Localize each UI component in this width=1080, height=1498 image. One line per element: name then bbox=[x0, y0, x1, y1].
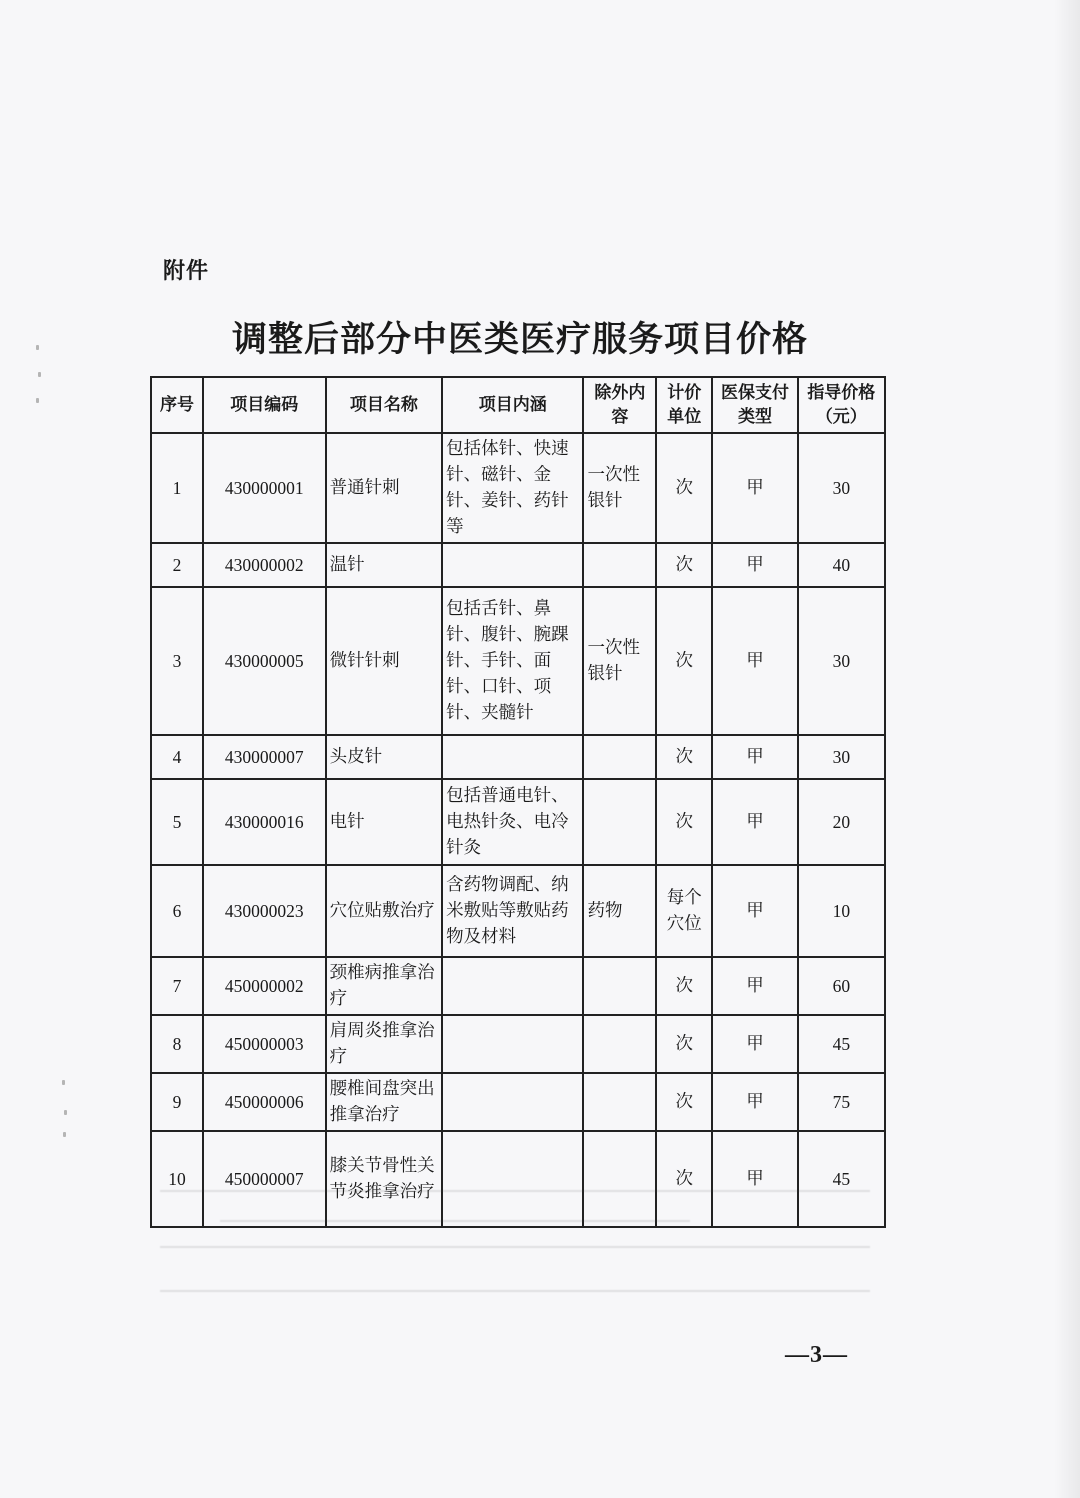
scan-speck bbox=[36, 345, 39, 350]
table-row bbox=[151, 1015, 885, 1073]
cell-pay-type: 甲 bbox=[712, 433, 797, 543]
table-header-row bbox=[151, 377, 885, 433]
cell-no: 5 bbox=[151, 779, 203, 865]
cell-pay-type: 甲 bbox=[712, 587, 797, 735]
cell-unit: 次 bbox=[656, 1073, 712, 1131]
table-row bbox=[151, 1073, 885, 1131]
bleed-line bbox=[160, 1190, 870, 1192]
attachment-label: 附件 bbox=[163, 259, 210, 284]
cell-name: 肩周炎推拿治疗 bbox=[326, 1015, 442, 1073]
price-table bbox=[150, 376, 886, 1228]
cell-unit: 次 bbox=[656, 957, 712, 1015]
bleed-line bbox=[220, 1220, 690, 1222]
header-name: 项目名称 bbox=[326, 377, 442, 433]
page-number: —3— bbox=[785, 1342, 848, 1368]
cell-content bbox=[442, 1015, 583, 1073]
cell-pay-type: 甲 bbox=[712, 1073, 797, 1131]
cell-name: 电针 bbox=[326, 779, 442, 865]
cell-no: 7 bbox=[151, 957, 203, 1015]
cell-no: 3 bbox=[151, 587, 203, 735]
cell-code: 430000005 bbox=[203, 587, 326, 735]
bleed-line bbox=[160, 1246, 870, 1248]
cell-price: 60 bbox=[798, 957, 885, 1015]
header-code: 项目编码 bbox=[203, 377, 326, 433]
cell-no: 10 bbox=[151, 1131, 203, 1227]
cell-no: 4 bbox=[151, 735, 203, 779]
cell-exclusion: 一次性银针 bbox=[583, 433, 656, 543]
cell-content bbox=[442, 957, 583, 1015]
cell-name: 腰椎间盘突出推拿治疗 bbox=[326, 1073, 442, 1131]
cell-exclusion bbox=[583, 1015, 656, 1073]
cell-code: 450000006 bbox=[203, 1073, 326, 1131]
cell-content: 包括体针、快速针、磁针、金针、姜针、药针等 bbox=[442, 433, 583, 543]
table-row bbox=[151, 587, 885, 735]
cell-unit: 次 bbox=[656, 1015, 712, 1073]
cell-price: 30 bbox=[798, 587, 885, 735]
scan-speck bbox=[62, 1080, 65, 1085]
cell-name: 穴位贴敷治疗 bbox=[326, 865, 442, 957]
cell-pay-type: 甲 bbox=[712, 735, 797, 779]
cell-name: 微针针刺 bbox=[326, 587, 442, 735]
cell-pay-type: 甲 bbox=[712, 957, 797, 1015]
bleed-through-marks bbox=[160, 1178, 870, 1298]
cell-code: 450000002 bbox=[203, 957, 326, 1015]
table-row bbox=[151, 433, 885, 543]
cell-unit: 次 bbox=[656, 779, 712, 865]
cell-price: 10 bbox=[798, 865, 885, 957]
cell-unit: 每个穴位 bbox=[656, 865, 712, 957]
cell-price: 40 bbox=[798, 543, 885, 587]
scan-speck bbox=[64, 1110, 67, 1115]
cell-pay-type: 甲 bbox=[712, 865, 797, 957]
header-no: 序号 bbox=[151, 377, 203, 433]
document-title: 调整后部分中医类医疗服务项目价格 bbox=[231, 319, 808, 360]
cell-name: 头皮针 bbox=[326, 735, 442, 779]
table-row bbox=[151, 735, 885, 779]
cell-code: 450000003 bbox=[203, 1015, 326, 1073]
cell-price: 45 bbox=[798, 1015, 885, 1073]
header-pay-type: 医保支付类型 bbox=[712, 377, 797, 433]
cell-content bbox=[442, 735, 583, 779]
cell-no: 8 bbox=[151, 1015, 203, 1073]
bleed-line bbox=[160, 1290, 870, 1292]
cell-pay-type: 甲 bbox=[712, 779, 797, 865]
cell-no: 6 bbox=[151, 865, 203, 957]
cell-content: 含药物调配、纳米敷贴等敷贴药物及材料 bbox=[442, 865, 583, 957]
cell-price: 75 bbox=[798, 1073, 885, 1131]
table-row bbox=[151, 543, 885, 587]
cell-code: 430000016 bbox=[203, 779, 326, 865]
cell-price: 45 bbox=[798, 1131, 885, 1227]
cell-content bbox=[442, 543, 583, 587]
cell-pay-type: 甲 bbox=[712, 543, 797, 587]
cell-no: 1 bbox=[151, 433, 203, 543]
cell-exclusion bbox=[583, 543, 656, 587]
header-price: 指导价格（元） bbox=[798, 377, 885, 433]
cell-name: 温针 bbox=[326, 543, 442, 587]
header-exclusion: 除外内容 bbox=[583, 377, 656, 433]
cell-exclusion: 药物 bbox=[583, 865, 656, 957]
cell-exclusion bbox=[583, 957, 656, 1015]
cell-code: 430000023 bbox=[203, 865, 326, 957]
cell-name: 颈椎病推拿治疗 bbox=[326, 957, 442, 1015]
scan-speck bbox=[63, 1132, 66, 1137]
cell-content: 包括普通电针、电热针灸、电冷针灸 bbox=[442, 779, 583, 865]
cell-code: 430000007 bbox=[203, 735, 326, 779]
cell-exclusion bbox=[583, 1073, 656, 1131]
cell-pay-type: 甲 bbox=[712, 1131, 797, 1227]
cell-code: 450000007 bbox=[203, 1131, 326, 1227]
cell-no: 2 bbox=[151, 543, 203, 587]
cell-exclusion bbox=[583, 779, 656, 865]
header-content: 项目内涵 bbox=[442, 377, 583, 433]
cell-unit: 次 bbox=[656, 1131, 712, 1227]
cell-exclusion bbox=[583, 735, 656, 779]
scan-speck bbox=[38, 372, 41, 377]
cell-price: 30 bbox=[798, 735, 885, 779]
table-row bbox=[151, 957, 885, 1015]
cell-unit: 次 bbox=[656, 543, 712, 587]
scan-edge-shadow bbox=[1054, 0, 1080, 1498]
cell-price: 20 bbox=[798, 779, 885, 865]
table-row bbox=[151, 865, 885, 957]
cell-unit: 次 bbox=[656, 735, 712, 779]
cell-name: 膝关节骨性关节炎推拿治疗 bbox=[326, 1131, 442, 1227]
cell-content bbox=[442, 1073, 583, 1131]
cell-code: 430000001 bbox=[203, 433, 326, 543]
header-unit: 计价单位 bbox=[656, 377, 712, 433]
cell-code: 430000002 bbox=[203, 543, 326, 587]
table-row bbox=[151, 779, 885, 865]
cell-unit: 次 bbox=[656, 433, 712, 543]
scan-speck bbox=[36, 398, 39, 403]
cell-unit: 次 bbox=[656, 587, 712, 735]
cell-price: 30 bbox=[798, 433, 885, 543]
cell-name: 普通针刺 bbox=[326, 433, 442, 543]
cell-exclusion: 一次性银针 bbox=[583, 587, 656, 735]
cell-no: 9 bbox=[151, 1073, 203, 1131]
cell-pay-type: 甲 bbox=[712, 1015, 797, 1073]
cell-content: 包括舌针、鼻针、腹针、腕踝针、手针、面针、口针、项针、夹髓针 bbox=[442, 587, 583, 735]
